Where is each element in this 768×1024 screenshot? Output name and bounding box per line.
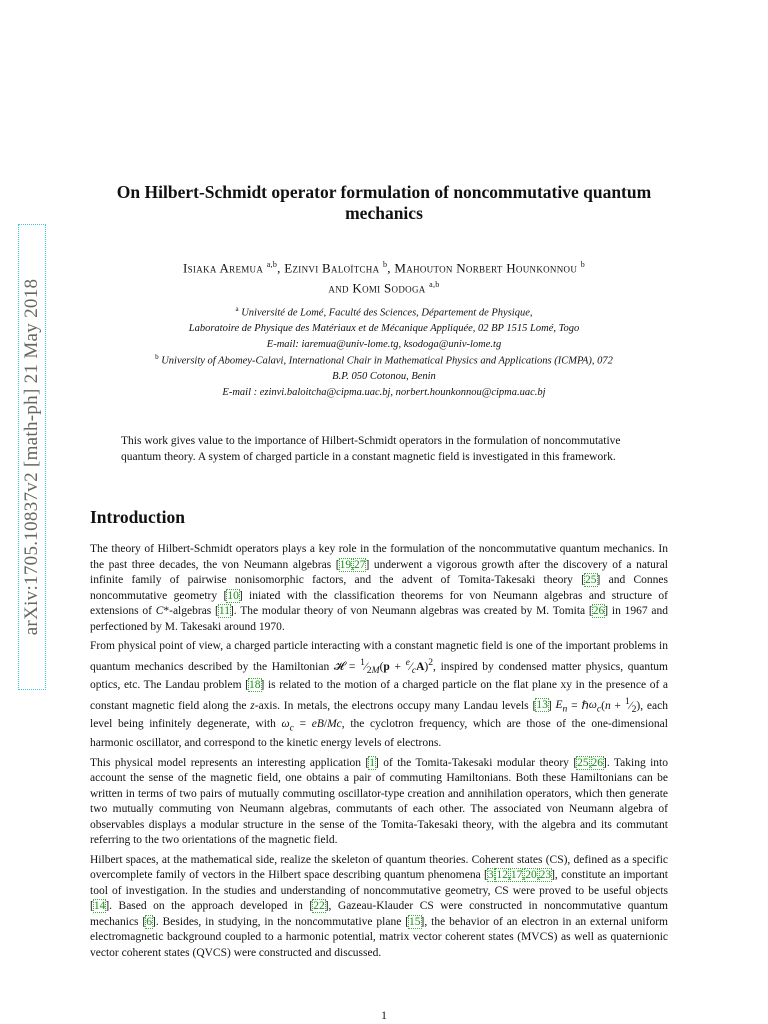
section-heading: Introduction <box>90 507 185 527</box>
author-name: Ezinvi Baloïtcha <box>284 260 380 276</box>
citation-link[interactable]: 26 <box>592 605 605 617</box>
citation-link[interactable]: 18 <box>249 679 261 692</box>
citation-link[interactable]: 25,26 <box>577 756 604 769</box>
affiliation-email: E-mail : ezinvi.baloitcha@cipma.uac.bj, norbert.hounkonnou@cipma.uac.bj <box>222 386 546 398</box>
author-name: Komi Sodoga <box>352 280 426 296</box>
body-text <box>90 542 668 965</box>
paragraph: From physical point of view, a charged particle interacting with a constant magnetic field is one of the important problems in quantum mechanics described by the Hamiltonian 𝓗 = $^1⁄_{2M}(p$ + $^e⁄_cA)^2$, inspired by condensed matter physics, quantum optics, etc. The Landau problem [18] is related to the motion of a charged particle on the flat plane xy in the presence of a constant magnetic field along the z-axis. In metals, the electrons occupy many Landau levels [13] $E_n$ = ℏω$_c$(n + $^1⁄_2$), each level being infinitely degenerate, with $\omega_c = eB/Mc$, the cyclotron frequency, which are those of the one-dimensional harmonic oscillator, and correspond to the kinetic energy levels of electrons. <box>90 640 669 750</box>
paper-title: On Hilbert-Schmidt operator formulation of noncommutative quantum mechanics <box>116 182 652 223</box>
paragraph: This physical model represents an interesting application [1] of the Tomita-Takesaki modular theory [25,26]. Taking into account the sense of the magnetic field, one obtains a pair of commuting Hamiltonians. Both these Hamiltonians can be written in terms of two pairs of mutually commuting oscillator-type creation and annihilation operators, which then generate two mutually commuting von Neumann algebras, commutants of each other. The associated von Neumann algebra of observables displays a modular structure in the sense of the Tomita-Takesaki theory, with the algebra and its commutant referring to the two orientations of the magnetic field. <box>90 756 668 847</box>
abstract: This work gives value to the importance of Hilbert-Schmidt operators in the formulation of noncommutative quantum theory. A system of charged particle in a constant magnetic field is investigated in this framework. <box>121 435 621 463</box>
author-conjunction: and <box>328 280 349 296</box>
author-affiliation-mark: a,b <box>266 260 278 269</box>
author-name: Mahouton Norbert Hounkonnou <box>394 260 578 276</box>
affiliation-mark: a <box>235 305 239 313</box>
citation-link[interactable]: 14 <box>93 900 106 913</box>
affiliation-a <box>90 302 678 352</box>
author-affiliation-mark: a,b <box>429 280 440 290</box>
paragraph: The theory of Hilbert-Schmidt operators plays a key role in the formulation of the noncommutative quantum mechanics. In the past three decades, the von Neumann algebras [19,27] underwent a vigorous growth after the discovery of a natural infinite family of pairwise nonisomorphic factors, and the advent of Tomita-Takesaki theory [25] and Connes noncommutative geometry [10] iniated with the classification theorems for von Neumann algebras and structure of extensions of C*-algebras [11]. The modular theory of von Neumann algebras was created by M. Tomita [26] in 1967 and perfectioned by M. Takesaki around 1970. <box>90 543 669 633</box>
citation-link[interactable]: 1 <box>369 756 376 769</box>
author-affiliation-mark: b <box>382 260 388 269</box>
citation-link[interactable]: 3,12,17,20,23 <box>487 869 552 882</box>
affiliation-email: E-mail: iaremua@univ-lome.tg, ksodoga@univ-lome.tg <box>266 338 502 350</box>
citation-link[interactable]: 22 <box>313 900 325 913</box>
affiliation-line: B.P. 050 Cotonou, Benin <box>332 371 436 382</box>
citation-link[interactable]: 6 <box>146 915 153 928</box>
citation-link[interactable]: 11 <box>218 605 230 617</box>
author-list: Isiaka Aremua $^{a,b}$, Ezinvi Baloïtcha $^b$, Mahouton Norbert Hounkonnou $^b$ and Komi Sodoga $^{a,b}$ <box>182 260 586 296</box>
affiliation-b <box>90 350 678 400</box>
citation-link[interactable]: 10 <box>227 589 239 602</box>
arxiv-identifier[interactable]: arXiv:1705.10837v2 [math-ph] 21 May 2018 <box>21 278 42 636</box>
paragraph: Hilbert spaces, at the mathematical side, realize the skeleton of quantum theories. Coherent states (CS), defined as a specific overcomplete family of vectors in the Hilbert space describing quantum phenomena [3,12,17,20,23], constitute an important tool of investigation. In the studies and understanding of noncommutative geometry, CS were proved to be useful objects [14]. Based on the approach developed in [22], Gazeau-Klauder CS were constructed in noncommutative quantum mechanics [6]. Besides, in studying, in the noncommutative plane [15], the behavior of an electron in an external uniform electromagnetic background coupled to a harmonic potential, matrix vector coherent states (MVCS) as well as quaternionic vector coherent states (QVCS) were constructed and discussed. <box>90 853 668 959</box>
citation-link[interactable]: 25 <box>585 574 597 586</box>
affiliation-line: University of Abomey-Calavi, International Chair in Mathematical Physics and Applications (ICMPA), 072 <box>161 355 613 367</box>
affiliation-line: Université de Lomé, Faculté des Sciences, Département de Physique, <box>241 307 533 319</box>
page-number: 1 <box>381 1010 387 1022</box>
affiliation-mark: b <box>155 353 159 361</box>
affiliation-line: Laboratoire de Physique des Matériaux et de Mécanique Appliquée, 02 BP 1515 Lomé, Togo <box>188 323 580 334</box>
citation-link[interactable]: 13 <box>536 699 548 712</box>
citation-link[interactable]: 19,27 <box>339 558 366 571</box>
citation-link[interactable]: 15 <box>409 915 421 928</box>
author-affiliation-mark: b <box>580 260 586 269</box>
author-name: Isiaka Aremua <box>182 260 264 276</box>
arxiv-sidebar-stamp <box>18 224 46 690</box>
